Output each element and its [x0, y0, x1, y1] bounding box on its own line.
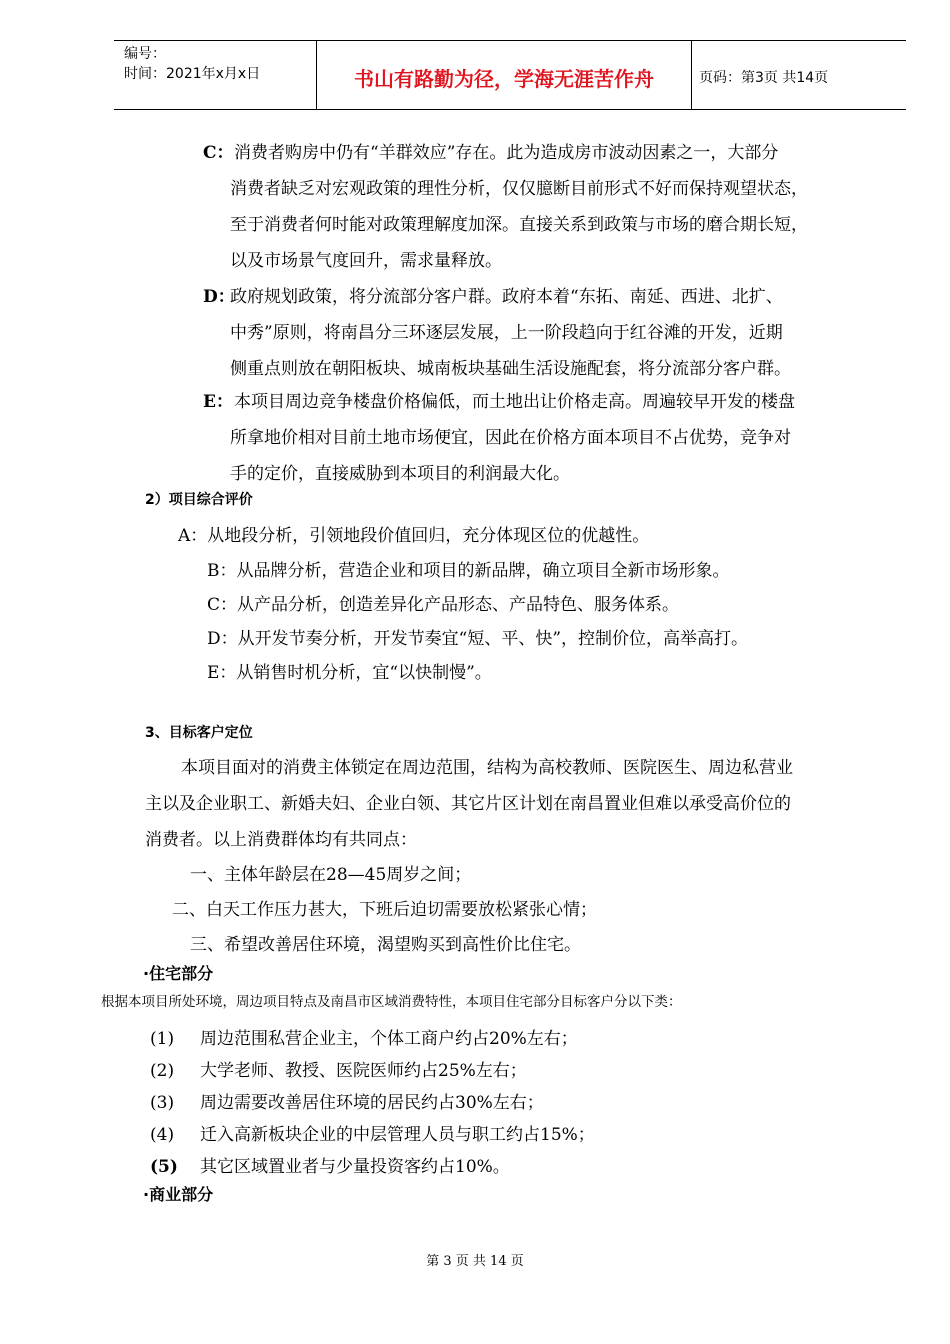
residential-item-text: 周边需要改善居住环境的居民约占30%左右；	[200, 1093, 544, 1113]
residential-intro: 根据本项目所处环境，周边项目特点及南昌市区域消费特性，本项目住宅部分目标客户分以下类：	[101, 994, 682, 1010]
section-c-label: C：	[203, 143, 234, 163]
section-c-line: 消费者购房中仍有“羊群效应”存在。此为造成房市波动因素之一，大部分	[234, 143, 779, 163]
residential-item-number: (2)	[150, 1061, 175, 1081]
section-d-line: 政府规划政策，将分流部分客户群。政府本着“东拓、南延、西进、北扩、	[230, 287, 783, 307]
header-page-cell	[691, 41, 906, 109]
section-c-line: 消费者缺乏对宏观政策的理性分析，仅仅臆断目前形式不好而保持观望状态，	[230, 179, 808, 199]
target-paragraph-line: 本项目面对的消费主体锁定在周边范围，结构为高校教师、医院医生、周边私营业	[181, 758, 793, 778]
section-c-line: 至于消费者何时能对政策理解度加深。直接关系到政策与市场的磨合期长短，	[230, 215, 808, 235]
residential-item-number: (5)	[150, 1157, 178, 1177]
residential-item-number: (3)	[150, 1093, 175, 1113]
residential-item-text: 周边范围私营企业主，个体工商户约占20%左右；	[200, 1029, 578, 1049]
residential-heading: ·住宅部分	[143, 964, 214, 983]
section-e-label: E：	[203, 392, 233, 412]
residential-item	[150, 1056, 527, 1081]
evaluation-item: C：从产品分析，创造差异化产品形态、产品特色、服务体系。	[207, 595, 680, 615]
target-paragraph-line: 主以及企业职工、新婚夫妇、企业白领、其它片区计划在南昌置业但难以承受高价位的	[145, 794, 791, 814]
section-e-line: 手的定价，直接威胁到本项目的利润最大化。	[230, 464, 570, 484]
page-header	[114, 40, 906, 110]
motto: 书山有路勤为径，学海无涯苦作舟	[354, 67, 654, 91]
residential-item-text: 其它区域置业者与少量投资客约占10%。	[200, 1157, 510, 1177]
residential-item	[150, 1120, 595, 1145]
section-d-line: 中秀”原则，将南昌分三环逐层发展，上一阶段趋向于红谷滩的开发，近期	[230, 323, 783, 343]
section-e-line: 所拿地价相对目前土地市场便宜，因此在价格方面本项目不占优势，竞争对	[230, 428, 791, 448]
number-label: 编号：	[124, 46, 166, 62]
target-point: 三、希望改善居住环境，渴望购买到高性价比住宅。	[190, 935, 581, 955]
time-label: 时间：2021年x月x日	[124, 66, 261, 82]
header-motto-cell	[316, 41, 692, 109]
commercial-heading: ·商业部分	[143, 1185, 214, 1204]
evaluation-heading: 2）项目综合评价	[145, 492, 253, 508]
evaluation-item: A：从地段分析，引领地段价值回归，充分体现区位的优越性。	[178, 526, 650, 546]
header-meta-cell	[114, 41, 316, 109]
residential-item	[150, 1152, 510, 1177]
residential-item-number: (1)	[150, 1029, 175, 1049]
residential-item	[150, 1088, 544, 1113]
section-d-label: D：	[203, 287, 235, 307]
evaluation-item: E：从销售时机分析，宜“以快制慢”。	[207, 663, 492, 683]
target-heading: 3、目标客户定位	[145, 725, 253, 741]
section-e-line: 本项目周边竞争楼盘价格偏低，而土地出让价格走高。周遍较早开发的楼盘	[234, 392, 795, 412]
evaluation-item: B：从品牌分析，营造企业和项目的新品牌，确立项目全新市场形象。	[207, 561, 730, 581]
page-code: 页码：第3页 共14页	[699, 70, 829, 86]
evaluation-item: D：从开发节奏分析，开发节奏宜“短、平、快”，控制价位，高举高打。	[207, 629, 749, 649]
section-c-line: 以及市场景气度回升，需求量释放。	[230, 251, 502, 271]
section-d-line: 侧重点则放在朝阳板块、城南板块基础生活设施配套，将分流部分客户群。	[230, 359, 791, 379]
target-point: 一、主体年龄层在28—45周岁之间；	[190, 865, 472, 885]
residential-item-number: (4)	[150, 1125, 175, 1145]
target-paragraph-line: 消费者。以上消费群体均有共同点：	[145, 830, 417, 850]
target-point: 二、白天工作压力甚大，下班后迫切需要放松紧张心情；	[172, 900, 597, 920]
residential-item-text: 迁入高新板块企业的中层管理人员与职工约占15%；	[200, 1125, 595, 1145]
page-footer: 第 3 页 共 14 页	[426, 1254, 524, 1269]
residential-item-text: 大学老师、教授、医院医师约占25%左右；	[200, 1061, 527, 1081]
residential-item	[150, 1024, 578, 1049]
